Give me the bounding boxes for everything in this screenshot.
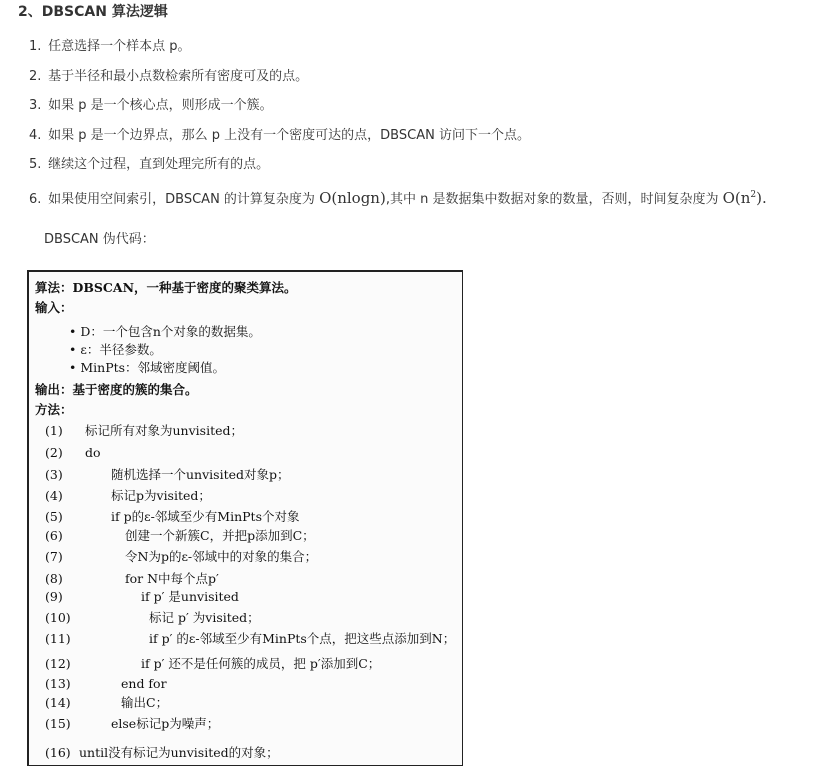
method-label: 方法： bbox=[35, 402, 73, 417]
step-text: 如果 p 是一个核心点，则形成一个簇。 bbox=[48, 98, 273, 114]
code-text: 令N为p的ε-邻域中的对象的集合； bbox=[125, 549, 318, 564]
step-number: 1. bbox=[29, 39, 42, 54]
step-number: 3. bbox=[29, 98, 42, 114]
code-line bbox=[45, 467, 290, 483]
code-text: do bbox=[85, 445, 101, 460]
code-text: for N中每个点p′ bbox=[125, 571, 219, 586]
section-heading: 2、DBSCAN 算法逻辑 bbox=[18, 4, 168, 20]
input-item: • ε：半径参数。 bbox=[69, 342, 162, 357]
code-line bbox=[45, 676, 167, 692]
step-text: 继续这个过程，直到处理完所有的点。 bbox=[48, 157, 270, 173]
output-line: 输出：基于密度的簇的集合。 bbox=[35, 382, 198, 397]
list-item bbox=[29, 155, 767, 175]
code-line bbox=[45, 423, 243, 439]
step-number: 2. bbox=[29, 68, 42, 84]
line-number: (13) bbox=[45, 676, 71, 691]
list-item bbox=[29, 126, 767, 146]
code-line bbox=[45, 745, 279, 761]
line-number: (7) bbox=[45, 549, 63, 564]
line-number: (11) bbox=[45, 631, 71, 646]
code-line bbox=[45, 695, 168, 711]
step-text: 任意选择一个样本点 p。 bbox=[48, 39, 191, 54]
list-item bbox=[29, 185, 767, 205]
math-base: O(n bbox=[722, 188, 751, 207]
line-number: (9) bbox=[45, 589, 63, 604]
code-text: if p′ 是unvisited bbox=[141, 589, 239, 604]
line-number: (8) bbox=[45, 571, 63, 586]
code-text: until没有标记为unvisited的对象； bbox=[79, 745, 279, 760]
code-text: 创建一个新簇C，并把p添加到C； bbox=[125, 528, 315, 543]
code-line bbox=[45, 589, 239, 605]
step-text: 基于半径和最小点数检索所有密度可及的点。 bbox=[48, 68, 309, 84]
list-item bbox=[29, 96, 767, 116]
code-line bbox=[45, 631, 455, 647]
code-line bbox=[45, 549, 317, 565]
code-text: 标记p为visited； bbox=[111, 488, 211, 503]
code-line bbox=[45, 488, 211, 504]
math-exponent: 2 bbox=[750, 189, 757, 200]
line-number: (6) bbox=[45, 528, 63, 543]
line-number: (2) bbox=[45, 445, 63, 460]
code-text: 随机选择一个unvisited对象p； bbox=[111, 467, 290, 482]
list-item bbox=[29, 67, 767, 87]
code-line bbox=[45, 445, 101, 461]
step-text: 如果 p 是一个边界点，那么 p 上没有一个密度可达的点，DBSCAN 访问下一个点。 bbox=[48, 127, 530, 143]
line-number: (15) bbox=[45, 716, 71, 731]
code-text: 输出C； bbox=[121, 695, 169, 710]
code-line bbox=[45, 656, 380, 672]
code-text: if p′ 还不是任何簇的成员，把 p′添加到C； bbox=[141, 656, 381, 671]
line-number: (10) bbox=[45, 610, 71, 625]
step-number: 6. bbox=[29, 191, 42, 207]
math-end: ). bbox=[756, 188, 767, 207]
code-line bbox=[45, 610, 260, 626]
step-text: 如果使用空间索引，DBSCAN 的计算复杂度为 bbox=[48, 191, 320, 207]
code-line bbox=[45, 509, 300, 525]
line-number: (16) bbox=[45, 745, 71, 760]
step-number: 4. bbox=[29, 127, 42, 143]
code-line bbox=[45, 528, 315, 544]
algorithm-title: 算法：DBSCAN，一种基于密度的聚类算法。 bbox=[35, 280, 297, 295]
complexity-math bbox=[723, 189, 767, 207]
code-text: 标记 p′ 为visited； bbox=[149, 610, 260, 625]
complexity-math: O(nlogn) bbox=[319, 188, 386, 207]
input-label: 输入： bbox=[35, 300, 73, 315]
code-line bbox=[45, 571, 219, 587]
line-number: (4) bbox=[45, 488, 63, 503]
input-item: • D：一个包含n个对象的数据集。 bbox=[69, 324, 261, 339]
list-item bbox=[29, 37, 767, 57]
code-text: if p的ε-邻域至少有MinPts个对象 bbox=[111, 509, 300, 524]
line-number: (14) bbox=[45, 695, 71, 710]
code-text: 标记所有对象为unvisited； bbox=[85, 423, 243, 438]
input-item: • MinPts：邻域密度阈值。 bbox=[69, 360, 226, 375]
line-number: (1) bbox=[45, 423, 63, 438]
step-text: ,其中 n 是数据集中数据对象的数量，否则，时间复杂度为 bbox=[385, 191, 723, 207]
step-number: 5. bbox=[29, 157, 42, 173]
pseudo-code-caption: DBSCAN 伪代码： bbox=[44, 232, 155, 247]
line-number: (3) bbox=[45, 467, 63, 482]
algorithm-figure bbox=[27, 270, 463, 766]
code-text: else标记p为噪声； bbox=[111, 716, 220, 731]
code-text: if p′ 的ε-邻域至少有MinPts个点，把这些点添加到N； bbox=[149, 631, 456, 646]
code-line bbox=[45, 716, 219, 732]
line-number: (5) bbox=[45, 509, 63, 524]
steps-list bbox=[29, 37, 767, 215]
line-number: (12) bbox=[45, 656, 71, 671]
code-text: end for bbox=[121, 676, 167, 691]
